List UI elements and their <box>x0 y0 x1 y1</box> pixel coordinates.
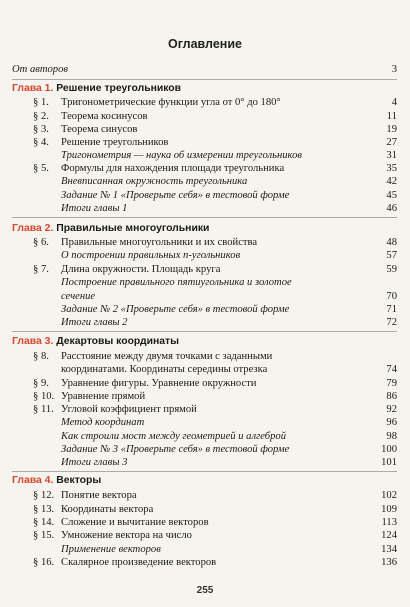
entry-page: 4 <box>391 97 397 108</box>
entry-text: Расстояние между двумя точками с заданными <box>61 351 273 362</box>
entry-text: Понятие вектора <box>61 490 137 501</box>
entry-page: 124 <box>381 530 397 541</box>
entry-text: Метод координат <box>61 417 145 428</box>
chapter-heading-2 <box>12 222 209 235</box>
entry-text: Умножение вектора на число <box>61 530 192 541</box>
entry-page: 31 <box>386 150 397 161</box>
entry-text: сечение <box>61 291 96 302</box>
entry-text: Построение правильного пятиугольника и золотое <box>61 277 292 288</box>
section-number: § 5. <box>33 163 49 174</box>
entry-text: От авторов <box>12 64 68 75</box>
entry-text: Задание № 1 «Проверьте себя» в тестовой форме <box>61 190 290 201</box>
entry-text: Формулы для нахождения площади треугольника <box>61 163 285 174</box>
entry-page: 86 <box>386 391 397 402</box>
entry-page: 19 <box>386 124 397 135</box>
divider <box>12 217 397 218</box>
entry-page: 3 <box>391 64 397 75</box>
entry-page: 42 <box>386 176 397 187</box>
entry-page: 74 <box>386 364 397 375</box>
chapter-label: Глава 1. <box>12 83 54 94</box>
entry-text: координатами. Координаты середины отрезка <box>61 364 268 375</box>
chapter-name: Решение треугольников <box>56 83 182 94</box>
entry-page: 48 <box>386 237 397 248</box>
section-number: § 11. <box>33 404 54 415</box>
page-number: 255 <box>196 585 214 596</box>
entry-text: Решение треугольников <box>61 137 169 148</box>
entry-page: 109 <box>381 504 397 515</box>
entry-page: 92 <box>386 404 397 415</box>
entry-page: 102 <box>381 490 397 501</box>
entry-page: 113 <box>381 517 397 528</box>
entry-text: Уравнение фигуры. Уравнение окружности <box>61 378 257 389</box>
entry-text: Правильные многоугольники и их свойства <box>61 237 258 248</box>
page-title: Оглавление <box>168 37 242 51</box>
entry-text: Применение векторов <box>61 544 161 555</box>
section-number: § 8. <box>33 351 49 362</box>
entry-text: Теорема косинусов <box>61 111 148 122</box>
entry-page: 98 <box>386 431 397 442</box>
entry-page: 136 <box>381 557 397 568</box>
entry-page: 35 <box>386 163 397 174</box>
entry-text: Уравнение прямой <box>61 391 146 402</box>
entry-page: 11 <box>386 111 397 122</box>
section-number: § 12. <box>33 490 55 501</box>
entry-text: Теорема синусов <box>61 124 138 135</box>
section-number: § 13. <box>33 504 55 515</box>
entry-text: Вневписанная окружность треугольника <box>61 176 248 187</box>
entry-text: Тригонометрические функции угла от 0° до 180° <box>61 97 281 108</box>
divider <box>12 79 397 80</box>
entry-page: 96 <box>386 417 397 428</box>
section-number: § 2. <box>33 111 49 122</box>
entry-page: 100 <box>381 444 397 455</box>
section-number: § 15. <box>33 530 55 541</box>
entry-text: Итоги главы 3 <box>61 457 128 468</box>
chapter-name: Декартовы координаты <box>56 336 180 347</box>
chapter-heading-4 <box>12 474 101 487</box>
section-number: § 9. <box>33 378 49 389</box>
entry-page: 59 <box>386 264 397 275</box>
entry-text: Итоги главы 1 <box>61 203 128 214</box>
entry-text: Длина окружности. Площадь круга <box>61 264 221 275</box>
entry-page: 134 <box>381 544 397 555</box>
chapter-label: Глава 2. <box>12 223 54 234</box>
entry-page: 46 <box>386 203 397 214</box>
section-number: § 1. <box>33 97 49 108</box>
entry-text: О построении правильных n-угольников <box>61 250 241 261</box>
entry-text: Задание № 2 «Проверьте себя» в тестовой форме <box>61 304 290 315</box>
section-number: § 16. <box>33 557 55 568</box>
chapter-heading-1 <box>12 82 181 95</box>
entry-page: 45 <box>386 190 397 201</box>
chapter-name: Векторы <box>56 475 102 486</box>
entry-page: 57 <box>386 250 397 261</box>
section-number: § 4. <box>33 137 49 148</box>
entry-page: 101 <box>381 457 397 468</box>
section-number: § 14. <box>33 517 55 528</box>
entry-page: 79 <box>386 378 397 389</box>
entry-text: Как строили мост между геометрией и алгеброй <box>61 431 287 442</box>
chapter-heading-3 <box>12 335 179 348</box>
entry-text: Задание № 3 «Проверьте себя» в тестовой форме <box>61 444 290 455</box>
chapter-name: Правильные многоугольники <box>56 223 210 234</box>
entry-text: Итоги главы 2 <box>61 317 128 328</box>
entry-text: Координаты вектора <box>61 504 154 515</box>
entry-text: Угловой коэффициент прямой <box>61 404 197 415</box>
entry-page: 72 <box>386 317 397 328</box>
section-number: § 6. <box>33 237 49 248</box>
entry-text: Тригонометрия — наука об измерении треугольников <box>61 150 302 161</box>
entry-text: Сложение и вычитание векторов <box>61 517 209 528</box>
section-number: § 10. <box>33 391 55 402</box>
divider <box>12 331 397 332</box>
entry-page: 27 <box>386 137 397 148</box>
entry-page: 70 <box>386 291 397 302</box>
entry-text: Скалярное произведение векторов <box>61 557 217 568</box>
chapter-label: Глава 4. <box>12 475 54 486</box>
section-number: § 7. <box>33 264 49 275</box>
section-number: § 3. <box>33 124 49 135</box>
divider <box>12 471 397 472</box>
entry-page: 71 <box>386 304 397 315</box>
chapter-label: Глава 3. <box>12 336 54 347</box>
